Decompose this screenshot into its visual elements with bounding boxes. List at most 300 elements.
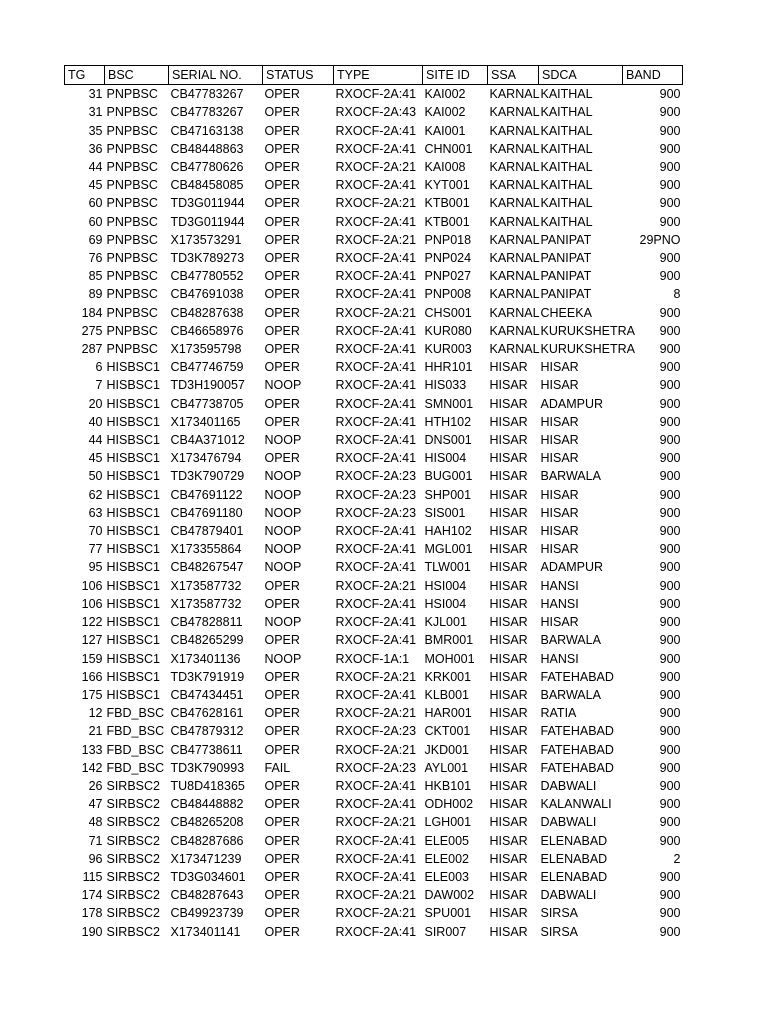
cell-ssa: HISAR [489, 487, 528, 502]
cell-ssa: HISAR [489, 851, 528, 866]
cell-status: OPER [264, 196, 300, 211]
cell-serial-no: TD3K790993 [170, 760, 245, 775]
cell-bsc: HISBSC1 [106, 651, 160, 666]
cell-sdca: HISAR [540, 524, 579, 539]
cell-type: RXOCF-2A:41 [335, 524, 417, 539]
cell-status: NOOP [264, 378, 302, 393]
cell-status: OPER [264, 87, 300, 102]
cell-bsc: HISBSC1 [106, 669, 160, 684]
cell-bsc: HISBSC1 [106, 596, 160, 611]
table-row [65, 759, 683, 777]
cell-bsc: PNPBSC [106, 342, 158, 357]
cell-type: RXOCF-2A:21 [335, 815, 417, 830]
cell-type: RXOCF-2A:41 [335, 778, 417, 793]
cell-type: RXOCF-2A:21 [335, 742, 417, 757]
cell-band: 900 [659, 888, 681, 903]
cell-band: 900 [659, 451, 681, 466]
table-row [65, 249, 683, 267]
cell-serial-no: CB48267547 [170, 560, 244, 575]
cell-band: 900 [659, 396, 681, 411]
cell-status: NOOP [264, 433, 302, 448]
cell-status: OPER [264, 323, 300, 338]
cell-status: NOOP [264, 505, 302, 520]
column-header-bsc: BSC [105, 66, 169, 85]
table-row [65, 923, 683, 941]
cell-band: 8 [673, 287, 681, 302]
cell-status: OPER [264, 797, 300, 812]
cell-site-id: KAI008 [424, 160, 466, 175]
cell-serial-no: X173401165 [170, 414, 241, 429]
cell-status: NOOP [264, 524, 302, 539]
table-row [65, 158, 683, 176]
cell-serial-no: CB48458085 [170, 178, 244, 193]
column-header-tg: TG [65, 66, 105, 85]
cell-tg: 45 [88, 178, 103, 193]
cell-bsc: PNPBSC [106, 305, 158, 320]
cell-band: 900 [659, 196, 681, 211]
table-row [65, 832, 683, 850]
cell-ssa: KARNAL [489, 232, 540, 247]
cell-type: RXOCF-2A:21 [335, 906, 417, 921]
cell-tg: 26 [88, 778, 103, 793]
cell-site-id: PNP018 [424, 232, 472, 247]
cell-site-id: MOH001 [424, 651, 475, 666]
cell-status: OPER [264, 906, 300, 921]
cell-sdca: FATEHABAD [540, 724, 614, 739]
cell-serial-no: CB47783267 [170, 105, 244, 120]
cell-sdca: FATEHABAD [540, 669, 614, 684]
cell-serial-no: CB47780552 [170, 269, 244, 284]
table-row [65, 340, 683, 358]
table-row [65, 558, 683, 576]
cell-sdca: SIRSA [540, 906, 579, 921]
cell-ssa: HISAR [489, 433, 528, 448]
cell-band: 2 [673, 851, 681, 866]
cell-tg: 190 [81, 924, 103, 939]
cell-bsc: HISBSC1 [106, 487, 160, 502]
cell-sdca: HISAR [540, 615, 579, 630]
data-table [64, 65, 683, 941]
cell-ssa: KARNAL [489, 214, 540, 229]
cell-site-id: HAH102 [424, 524, 472, 539]
cell-type: RXOCF-2A:41 [335, 924, 417, 939]
cell-type: RXOCF-2A:43 [335, 105, 417, 120]
cell-band: 900 [659, 687, 681, 702]
cell-sdca: KAITHAL [540, 160, 593, 175]
cell-type: RXOCF-2A:41 [335, 251, 417, 266]
cell-status: OPER [264, 633, 300, 648]
cell-band: 900 [659, 141, 681, 156]
cell-tg: 127 [81, 633, 103, 648]
table-row [65, 777, 683, 795]
cell-sdca: KAITHAL [540, 214, 593, 229]
cell-type: RXOCF-1A:1 [335, 651, 410, 666]
cell-site-id: HKB101 [424, 778, 472, 793]
table-row [65, 395, 683, 413]
cell-type: RXOCF-2A:41 [335, 869, 417, 884]
table-row [65, 613, 683, 631]
cell-tg: 21 [88, 724, 103, 739]
cell-status: OPER [264, 742, 300, 757]
cell-tg: 31 [88, 87, 103, 102]
table-row [65, 540, 683, 558]
cell-band: 900 [659, 487, 681, 502]
cell-bsc: HISBSC1 [106, 396, 160, 411]
cell-type: RXOCF-2A:41 [335, 615, 417, 630]
cell-site-id: MGL001 [424, 542, 473, 557]
cell-tg: 36 [88, 141, 103, 156]
cell-bsc: HISBSC1 [106, 505, 160, 520]
cell-bsc: HISBSC1 [106, 542, 160, 557]
cell-ssa: HISAR [489, 615, 528, 630]
cell-ssa: KARNAL [489, 196, 540, 211]
cell-sdca: HISAR [540, 451, 579, 466]
cell-sdca: KALANWALI [540, 797, 612, 812]
cell-serial-no: CB48448882 [170, 797, 244, 812]
cell-status: OPER [264, 414, 300, 429]
cell-bsc: SIRBSC2 [106, 888, 160, 903]
cell-bsc: HISBSC1 [106, 560, 160, 575]
cell-type: RXOCF-2A:41 [335, 396, 417, 411]
cell-site-id: TLW001 [424, 560, 471, 575]
cell-band: 900 [659, 633, 681, 648]
cell-band: 900 [659, 578, 681, 593]
cell-serial-no: CB47628161 [170, 706, 244, 721]
table-row [65, 595, 683, 613]
spreadsheet [64, 65, 682, 941]
cell-bsc: PNPBSC [106, 269, 158, 284]
cell-ssa: HISAR [489, 469, 528, 484]
table-row [65, 467, 683, 485]
cell-bsc: PNPBSC [106, 287, 158, 302]
cell-tg: 44 [88, 433, 103, 448]
cell-serial-no: TD3K790729 [170, 469, 245, 484]
cell-sdca: HISAR [540, 542, 579, 557]
cell-ssa: KARNAL [489, 141, 540, 156]
cell-site-id: LGH001 [424, 815, 472, 830]
cell-status: OPER [264, 342, 300, 357]
cell-band: 900 [659, 560, 681, 575]
cell-ssa: HISAR [489, 906, 528, 921]
cell-band: 29PNO [639, 232, 681, 247]
cell-serial-no: CB49923739 [170, 906, 244, 921]
cell-site-id: KAI001 [424, 123, 466, 138]
cell-status: OPER [264, 706, 300, 721]
cell-ssa: HISAR [489, 706, 528, 721]
cell-status: OPER [264, 360, 300, 375]
cell-band: 900 [659, 742, 681, 757]
cell-sdca: BARWALA [540, 687, 601, 702]
cell-site-id: HAR001 [424, 706, 472, 721]
cell-site-id: SPU001 [424, 906, 472, 921]
cell-sdca: KAITHAL [540, 123, 593, 138]
cell-bsc: PNPBSC [106, 141, 158, 156]
cell-sdca: HANSI [540, 596, 579, 611]
cell-band: 900 [659, 706, 681, 721]
cell-bsc: FBD_BSC [106, 706, 165, 721]
cell-sdca: CHEEKA [540, 305, 592, 320]
cell-tg: 77 [88, 542, 103, 557]
cell-status: OPER [264, 833, 300, 848]
cell-site-id: KTB001 [424, 196, 470, 211]
column-header-status: STATUS [263, 66, 334, 85]
cell-bsc: HISBSC1 [106, 451, 160, 466]
cell-status: FAIL [264, 760, 291, 775]
cell-status: OPER [264, 687, 300, 702]
cell-band: 900 [659, 378, 681, 393]
cell-sdca: RATIA [540, 706, 577, 721]
cell-tg: 275 [81, 323, 103, 338]
cell-sdca: ELENABAD [540, 869, 608, 884]
cell-ssa: KARNAL [489, 269, 540, 284]
cell-serial-no: X173401136 [170, 651, 241, 666]
cell-bsc: PNPBSC [106, 123, 158, 138]
cell-sdca: HISAR [540, 487, 579, 502]
cell-sdca: ADAMPUR [540, 560, 604, 575]
cell-site-id: HIS004 [424, 451, 467, 466]
cell-status: OPER [264, 815, 300, 830]
cell-bsc: PNPBSC [106, 196, 158, 211]
cell-type: RXOCF-2A:41 [335, 596, 417, 611]
cell-site-id: BMR001 [424, 633, 474, 648]
cell-ssa: HISAR [489, 924, 528, 939]
cell-bsc: FBD_BSC [106, 724, 165, 739]
cell-band: 900 [659, 524, 681, 539]
cell-type: RXOCF-2A:41 [335, 560, 417, 575]
cell-tg: 133 [81, 742, 103, 757]
cell-ssa: HISAR [489, 724, 528, 739]
cell-status: OPER [264, 669, 300, 684]
cell-site-id: PNP008 [424, 287, 472, 302]
cell-ssa: HISAR [489, 797, 528, 812]
cell-ssa: HISAR [489, 396, 528, 411]
cell-serial-no: TD3G011944 [170, 196, 245, 211]
cell-ssa: HISAR [489, 778, 528, 793]
cell-type: RXOCF-2A:21 [335, 160, 417, 175]
cell-tg: 12 [88, 706, 103, 721]
cell-status: OPER [264, 924, 300, 939]
cell-ssa: KARNAL [489, 323, 540, 338]
cell-band: 900 [659, 815, 681, 830]
cell-sdca: ELENABAD [540, 851, 608, 866]
column-header-sdca: SDCA [539, 66, 623, 85]
cell-type: RXOCF-2A:41 [335, 687, 417, 702]
cell-serial-no: CB47783267 [170, 87, 244, 102]
cell-bsc: SIRBSC2 [106, 851, 160, 866]
cell-ssa: KARNAL [489, 87, 540, 102]
cell-status: OPER [264, 178, 300, 193]
table-row [65, 704, 683, 722]
cell-ssa: HISAR [489, 414, 528, 429]
cell-sdca: ELENABAD [540, 833, 608, 848]
cell-bsc: HISBSC1 [106, 414, 160, 429]
cell-tg: 60 [88, 196, 103, 211]
cell-ssa: HISAR [489, 651, 528, 666]
cell-ssa: HISAR [489, 578, 528, 593]
cell-serial-no: CB47746759 [170, 360, 244, 375]
cell-band: 900 [659, 924, 681, 939]
cell-site-id: KUR080 [424, 323, 472, 338]
cell-tg: 20 [88, 396, 103, 411]
table-row [65, 686, 683, 704]
cell-tg: 175 [81, 687, 103, 702]
cell-status: OPER [264, 251, 300, 266]
cell-sdca: PANIPAT [540, 232, 592, 247]
cell-band: 900 [659, 669, 681, 684]
cell-tg: 166 [81, 669, 103, 684]
cell-serial-no: X173471239 [170, 851, 242, 866]
table-row [65, 668, 683, 686]
cell-tg: 69 [88, 232, 103, 247]
cell-tg: 47 [88, 797, 103, 812]
table-row [65, 795, 683, 813]
cell-serial-no: CB48287686 [170, 833, 244, 848]
cell-tg: 142 [81, 760, 103, 775]
cell-status: OPER [264, 141, 300, 156]
cell-status: NOOP [264, 487, 302, 502]
cell-ssa: HISAR [489, 869, 528, 884]
table-row [65, 904, 683, 922]
cell-site-id: HSI004 [424, 596, 467, 611]
cell-type: RXOCF-2A:23 [335, 760, 417, 775]
cell-ssa: HISAR [489, 833, 528, 848]
cell-type: RXOCF-2A:41 [335, 797, 417, 812]
cell-serial-no: TU8D418365 [170, 778, 245, 793]
table-row [65, 194, 683, 212]
cell-bsc: PNPBSC [106, 178, 158, 193]
cell-sdca: DABWALI [540, 815, 597, 830]
cell-status: OPER [264, 287, 300, 302]
table-row [65, 504, 683, 522]
cell-status: OPER [264, 578, 300, 593]
cell-status: OPER [264, 869, 300, 884]
cell-serial-no: CB48287638 [170, 305, 244, 320]
cell-ssa: KARNAL [489, 160, 540, 175]
cell-site-id: ELE005 [424, 833, 469, 848]
cell-status: OPER [264, 305, 300, 320]
cell-sdca: HISAR [540, 505, 579, 520]
cell-bsc: PNPBSC [106, 251, 158, 266]
cell-band: 900 [659, 724, 681, 739]
cell-tg: 89 [88, 287, 103, 302]
cell-band: 900 [659, 251, 681, 266]
header-row [65, 66, 683, 85]
cell-tg: 60 [88, 214, 103, 229]
cell-tg: 184 [81, 305, 103, 320]
table-row [65, 431, 683, 449]
cell-band: 900 [659, 833, 681, 848]
cell-sdca: HISAR [540, 378, 579, 393]
cell-serial-no: TD3G011944 [170, 214, 245, 229]
cell-ssa: HISAR [489, 560, 528, 575]
table-row [65, 850, 683, 868]
cell-type: RXOCF-2A:21 [335, 888, 417, 903]
cell-bsc: HISBSC1 [106, 360, 160, 375]
cell-ssa: KARNAL [489, 123, 540, 138]
cell-serial-no: CB46658976 [170, 323, 244, 338]
cell-status: OPER [264, 160, 300, 175]
cell-site-id: CKT001 [424, 724, 471, 739]
cell-bsc: FBD_BSC [106, 760, 165, 775]
table-row [65, 285, 683, 303]
cell-type: RXOCF-2A:41 [335, 342, 417, 357]
cell-bsc: HISBSC1 [106, 578, 160, 593]
cell-serial-no: CB47879312 [170, 724, 244, 739]
cell-status: NOOP [264, 651, 302, 666]
cell-type: RXOCF-2A:41 [335, 214, 417, 229]
cell-sdca: HISAR [540, 360, 579, 375]
cell-status: OPER [264, 451, 300, 466]
cell-serial-no: X173587732 [170, 596, 242, 611]
table-row [65, 213, 683, 231]
cell-sdca: PANIPAT [540, 251, 592, 266]
cell-site-id: ODH002 [424, 797, 474, 812]
cell-site-id: BUG001 [424, 469, 473, 484]
cell-type: RXOCF-2A:41 [335, 178, 417, 193]
cell-tg: 159 [81, 651, 103, 666]
cell-sdca: KAITHAL [540, 178, 593, 193]
cell-status: NOOP [264, 560, 302, 575]
table-row [65, 85, 683, 104]
cell-bsc: PNPBSC [106, 232, 158, 247]
cell-ssa: KARNAL [489, 251, 540, 266]
cell-type: RXOCF-2A:21 [335, 578, 417, 593]
cell-sdca: KAITHAL [540, 141, 593, 156]
cell-tg: 178 [81, 906, 103, 921]
cell-type: RXOCF-2A:21 [335, 305, 417, 320]
cell-serial-no: TD3G034601 [170, 869, 246, 884]
cell-type: RXOCF-2A:41 [335, 269, 417, 284]
cell-tg: 48 [88, 815, 103, 830]
cell-serial-no: CB47434451 [170, 687, 244, 702]
cell-type: RXOCF-2A:41 [335, 451, 417, 466]
cell-type: RXOCF-2A:41 [335, 414, 417, 429]
table-row [65, 522, 683, 540]
cell-ssa: HISAR [489, 633, 528, 648]
table-body [65, 85, 683, 941]
cell-tg: 50 [88, 469, 103, 484]
cell-bsc: HISBSC1 [106, 687, 160, 702]
cell-site-id: HSI004 [424, 578, 467, 593]
table-row [65, 376, 683, 394]
table-row [65, 868, 683, 886]
cell-site-id: SIS001 [424, 505, 466, 520]
cell-bsc: SIRBSC2 [106, 815, 160, 830]
cell-band: 900 [659, 505, 681, 520]
cell-ssa: HISAR [489, 815, 528, 830]
table-row [65, 577, 683, 595]
cell-ssa: HISAR [489, 760, 528, 775]
cell-type: RXOCF-2A:21 [335, 196, 417, 211]
cell-site-id: KUR003 [424, 342, 472, 357]
cell-band: 900 [659, 360, 681, 375]
cell-ssa: KARNAL [489, 105, 540, 120]
cell-serial-no: X173476794 [170, 451, 242, 466]
cell-sdca: BARWALA [540, 633, 601, 648]
cell-site-id: KTB001 [424, 214, 470, 229]
cell-bsc: PNPBSC [106, 323, 158, 338]
cell-type: RXOCF-2A:41 [335, 287, 417, 302]
cell-type: RXOCF-2A:21 [335, 669, 417, 684]
table-row [65, 358, 683, 376]
cell-serial-no: X173355864 [170, 542, 242, 557]
table-row [65, 103, 683, 121]
cell-tg: 115 [82, 869, 103, 884]
cell-sdca: HANSI [540, 651, 579, 666]
cell-band: 900 [659, 869, 681, 884]
cell-band: 900 [659, 160, 681, 175]
table-row [65, 176, 683, 194]
